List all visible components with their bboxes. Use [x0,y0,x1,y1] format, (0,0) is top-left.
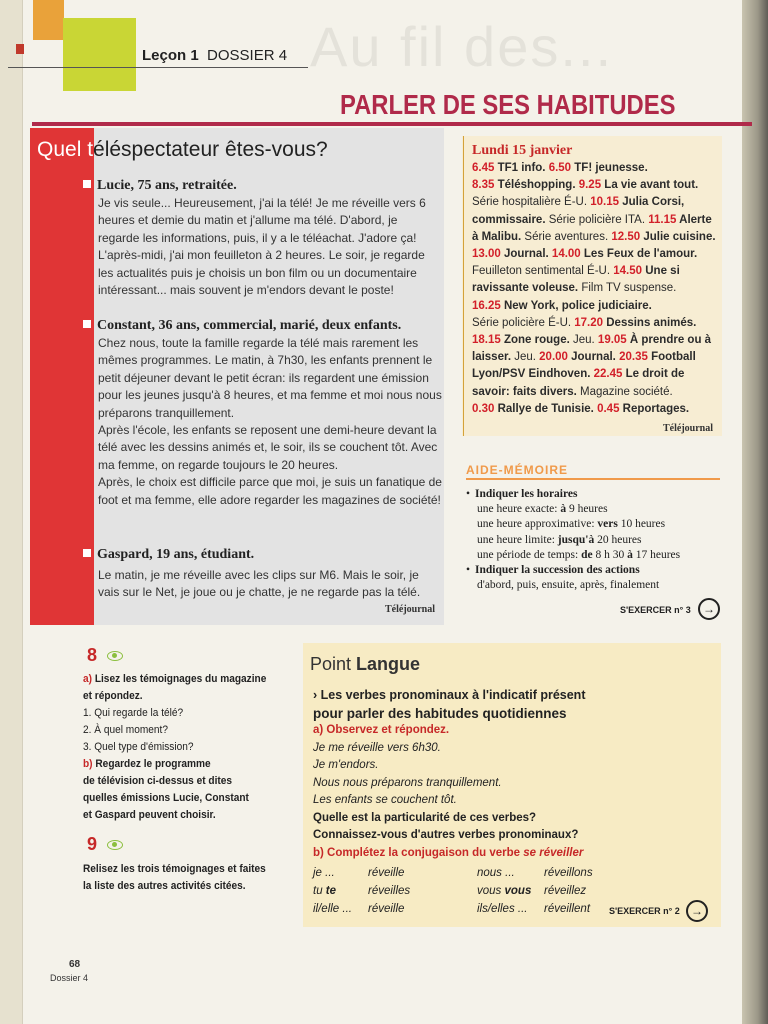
exercise-8-text: a) Lisez les témoignages du magazine et répondez. 1. Qui regarde la télé? 2. À quel moment? 3. Quel type d'émission? b) Regardez le programme de télévision ci-dessus et dites quelles émissions Lucie, Constant et Gaspard peuvent choisir. [83,673,267,821]
tv-time: 14.00 [551,248,584,261]
lesson-header [142,47,287,64]
bullet-square-icon [83,180,91,188]
tv-time: 6.50 [548,162,575,174]
tv-genre: Série policière ITA. [548,213,649,226]
tv-show: Téléshopping. [497,179,579,192]
tv-guide-line [472,160,718,177]
decor-lime-square [63,18,136,91]
tv-guide-line [472,298,718,315]
tv-genre: Feuilleton sentimental É-U. [472,265,614,278]
arrow-right-circle-icon[interactable]: → [698,598,720,620]
article-title-part-b: éléspectateur êtes-vous? [93,138,328,161]
tv-show: Alerte [679,213,712,226]
tv-show: À prendre ou à [629,334,712,347]
tv-time: 0.30 [472,402,498,415]
tv-show: ravissante voleuse. [472,282,582,295]
reading-eye-icon [107,840,123,850]
tv-show: laisser. [472,351,515,364]
tv-guide-line [472,194,718,211]
tv-time: 9.25 [578,179,605,192]
bullet-square-icon [83,320,91,328]
tv-show: Reportages. [622,402,690,415]
exercise-link-3[interactable]: S'EXERCER n° 3 [620,605,691,615]
testimony-text: Le matin, je me réveille avec les clips sur M6. Mais le soir, je vais sur le Net, je joue ou je chatte, je ne regarde pas la télé. [98,568,421,600]
page-number: 68 [69,959,81,970]
testimony-name: Lucie, 75 ans, retraitée. [83,178,237,194]
tv-show: TF1 info. [497,162,549,174]
tv-show: commissaire. [472,213,549,226]
tv-guide-source: Téléjournal [663,423,713,434]
tv-guide-line [472,177,718,194]
header-rule [8,67,308,68]
tv-time: 14.50 [613,265,646,278]
tv-show: TF! jeunesse. [574,162,648,174]
tv-guide-line [472,212,718,229]
tv-time: 18.15 [472,334,504,347]
tv-guide-line [472,366,718,383]
tv-genre: Série policière É-U. [472,316,575,329]
testimony-name: Gaspard, 19 ans, étudiant. [83,547,254,563]
tv-show: La vie avant tout. [604,179,699,192]
tv-show: Lyon/PSV Eindhoven. [472,368,594,381]
tv-show: Journal. [503,248,552,261]
textbook-page: Au fil des... Leçon 1 DOSSIER 4 PARLER DE SES HABITUDES Quel téléspectateur êtes-vous? Lucie, 75 ans, retraitée. Je vis seule... Heureusement, j'ai la télé! Je me réveille vers 6 heures et demie du matin et j'allume ma télé. D'abord, je regarde les informations, puis, il y a le téléachat. J'adore ça! L'après-midi, j'ai mon feuilleton à 2 heures. Le soir, je regarde les actualités puis je choisis un bon film ou un documentaire intéressant... mais souvent je m'endors devant le poste! Constant, 36 ans, commercial, marié, deux enfants. Chez nous, toute la famille regarde la télé mais rarement les mêmes programmes. Le matin, à 7h30, les enfants prennent le petit déjeuner devant le petit écran: ils regardent une émission pour les jeunes jusqu'à 8 heures, et ma femme et moi nous nous préparons tranquillement. Après l'école, les enfants se reposent une demi-heure devant la télé avec les dessins animés et, le soir, ils se couchent tôt. Avec ma femme, on regarde toujours le 20 heures. Après, le choix est difficile parce que moi, je suis un fanatique de foot et ma femme, elle adore regarder les magazines de société! Gaspard, 19 ans, étudiant. Le matin, je me réveille avec les clips sur M6. Mais le soir, je vais sur le Net, je joue ou je chatte, je ne regarde pas la télé. Téléjournal Lundi 15 janvier 6.45 TF1 info. 6.50 TF! jeunesse. 8.35 Téléshopping. 9.25 La vie avant tout. Série hospitalière É-U. 10.15 Julia Corsi, commissaire. Série policière ITA. 11.15 Alerte à Malibu. Série aventures. 12.50 Julie cuisine. 13.00 Journal. 14.00 Les Feux de l'amour. Feuilleton sentimental É-U. 14.50 Une si ravissante voleuse. Film TV suspense. 16.25 New York, police judiciaire. Série policière É-U. 17.20 Dessins animés. 18.15 Zone rouge. Jeu. 19.05 À prendre ou à laisser. Jeu. 20.00 Journal. 20.35 Football Lyon/PSV Eindhoven. 22.45 Le droit de savoir: faits divers. Magazine société. 0.30 Rallye de Tunisie. 0.45 Reportages. Téléjournal AIDE-MÉMOIRE • Indiquer les horaires une heure exacte: à 9 heures une heure approximative: vers 10 heures une heure limite: jusqu'à 20 heures une période de temps: de 8 h 30 à 17 heures • Indiquer la succession des actions d'abord, puis, ensuite, après, finalement S'EXERCER n° 3 → 8 a) Lisez les témoignages du magazine et répondez. 1. Qui regarde la télé? 2. À quel moment? 3. Quel type d'émission? b) Regardez le programme de télévision ci-dessus et dites quelles émissions Lucie, Constant et Gaspard peuvent choisir. 9 Relisez les trois témoignages et faites la liste des autres activités citées. Point Langue › Les verbes pronominaux à l'indicatif présent pour parler des habitudes quotidiennes a) Observez et répondez. Je me réveille vers 6h30. Je m'endors. Nous nous préparons tranquillement. Les enfants se couchent tôt. Quelle est la particularité de ces verbes? Connaissez-vous d'autres verbes pronominaux? b) Complétez la conjugaison du verbe se réveiller je ... réveille tu te réveilles il/elle ... réveille nous ... réveillons vous vous réveillez ils/elles ... réveillent S'EXERCER n° 2 → 68 Dossier 4 [0,0,768,1024]
tv-guide-line [472,349,718,366]
tv-genre: Film TV suspense. [581,282,677,295]
tv-genre: Série hospitalière É-U. [472,196,591,209]
tv-show: Zone rouge. [503,334,573,347]
tv-time: 8.35 [472,179,498,192]
tv-guide-line [472,263,718,280]
tv-guide-date: Lundi 15 janvier [472,143,573,158]
aide-memoire-rule [466,478,720,480]
tv-guide-line [472,384,718,401]
tv-time: 17.20 [574,316,607,329]
exercise-9-number: 9 [87,834,98,854]
arrow-right-circle-icon[interactable]: → [686,900,708,922]
tv-guide-line [472,332,718,349]
tv-show: savoir: faits divers. [472,385,581,398]
tv-guide-border [463,136,464,436]
exercise-link-2[interactable]: S'EXERCER n° 2 [609,906,680,916]
tv-time: 6.45 [472,162,498,174]
title-rule [32,122,752,126]
tv-guide-line [472,315,718,332]
tv-time: 20.00 [539,351,572,364]
exercise-9-text: Relisez les trois témoignages et faites la liste des autres activités citées. [83,863,266,892]
tv-show: Journal. [571,351,620,364]
tv-time: 12.50 [611,230,644,243]
tv-show: Football [651,351,696,364]
page-spine-left [0,0,23,1024]
testimony-text: Je vis seule... Heureusement, j'ai la télé! Je me réveille vers 6 heures et demie du matin et j'allume ma télé. D'abord, je regarde les informations, puis, il y a le téléachat. J'adore ça! L'après-midi, j'ai mon feuilleton à 2 heures. Le soir, je regarde les actualités puis je choisis un bon film ou un documentaire intéressant... mais souvent je m'endors devant le poste! [98,196,426,298]
tv-show: Les Feux de l'amour. [583,248,698,261]
article-source: Téléjournal [385,604,435,615]
tv-show: Julia Corsi, [622,196,685,209]
decor-orange-square [33,0,64,40]
tv-time: 20.35 [619,351,652,364]
tv-time: 0.45 [597,402,623,415]
tv-show: à Malibu. [472,230,525,243]
tv-show: Julie cuisine. [643,230,716,243]
exercise-8-number: 8 [87,645,98,665]
page-title: PARLER DE SES HABITUDES [340,89,676,120]
tv-guide-line [472,229,718,246]
aide-memoire-title: AIDE-MÉMOIRE [466,463,568,477]
tv-show: Une si [645,265,680,278]
tv-time: 16.25 [472,299,504,312]
reading-eye-icon [107,651,123,661]
tv-guide-line [472,280,718,297]
dossier-label: DOSSIER 4 [207,47,288,64]
decor-red-square [16,44,24,54]
tv-time: 22.45 [593,368,626,381]
tv-guide-listings [472,160,718,418]
tv-show: Le droit de [625,368,685,381]
tv-genre: Jeu. [514,351,540,364]
tv-guide-line [472,401,718,418]
tv-time: 10.15 [590,196,623,209]
article-title [37,138,328,162]
bullet-square-icon [83,549,91,557]
tv-show: Dessins animés. [606,316,697,329]
tv-time: 11.15 [648,213,680,226]
tv-guide-line [472,246,718,263]
page-edge-right [742,0,768,1024]
tv-genre: Magazine société. [580,385,673,398]
point-langue-content: › Les verbes pronominaux à l'indicatif présent pour parler des habitudes quotidiennes a) Observez et répondez. Je me réveille vers 6h30. Je m'endors. Nous nous préparons tranquillement. Les enfants se couchent tôt. Quelle est la particularité de ces verbes? Connaissez-vous d'autres verbes pronominaux? b) Complétez la conjugaison du verbe se réveiller [313,688,586,859]
testimony-text: Chez nous, toute la famille regarde la télé mais rarement les mêmes programmes. Le matin, à 7h30, les enfants prennent le petit déjeuner devant le petit écran: ils regardent une émission pour les jeunes jusqu'à 8 heures, et ma femme et moi nous nous préparons tranquillement. Après l'école, les enfants se reposent une demi-heure devant la télé avec les dessins animés et, le soir, ils se couchent tôt. Avec ma femme, on regarde toujours le 20 heures. Après, le choix est difficile parce que moi, je suis un fanatique de foot et ma femme, elle adore regarder les magazines de société! [98,336,442,507]
tv-genre: Série aventures. [524,230,612,243]
testimony-name: Constant, 36 ans, commercial, marié, deux enfants. [83,318,401,334]
article-title-part-a: Quel t [37,138,94,161]
tv-show: New York, police judiciaire. [503,299,652,312]
tv-time: 19.05 [597,334,630,347]
aide-memoire-content: • Indiquer les horaires une heure exacte: à 9 heures une heure approximative: vers 10 heures une heure limite: jusqu'à 20 heures une période de temps: de 8 h 30 à 17 heures • Indiquer la succession des actions d'abord, puis, ensuite, après, finalement [466,488,681,592]
footer-dossier: Dossier 4 [50,973,89,983]
point-langue-title: Point Langue [310,654,421,674]
tv-show: Rallye de Tunisie. [497,402,598,415]
watermark-text: Au fil des... [310,15,614,78]
tv-time: 13.00 [472,248,504,261]
tv-genre: Jeu. [572,334,598,347]
lesson-label: Leçon 1 [142,47,199,64]
